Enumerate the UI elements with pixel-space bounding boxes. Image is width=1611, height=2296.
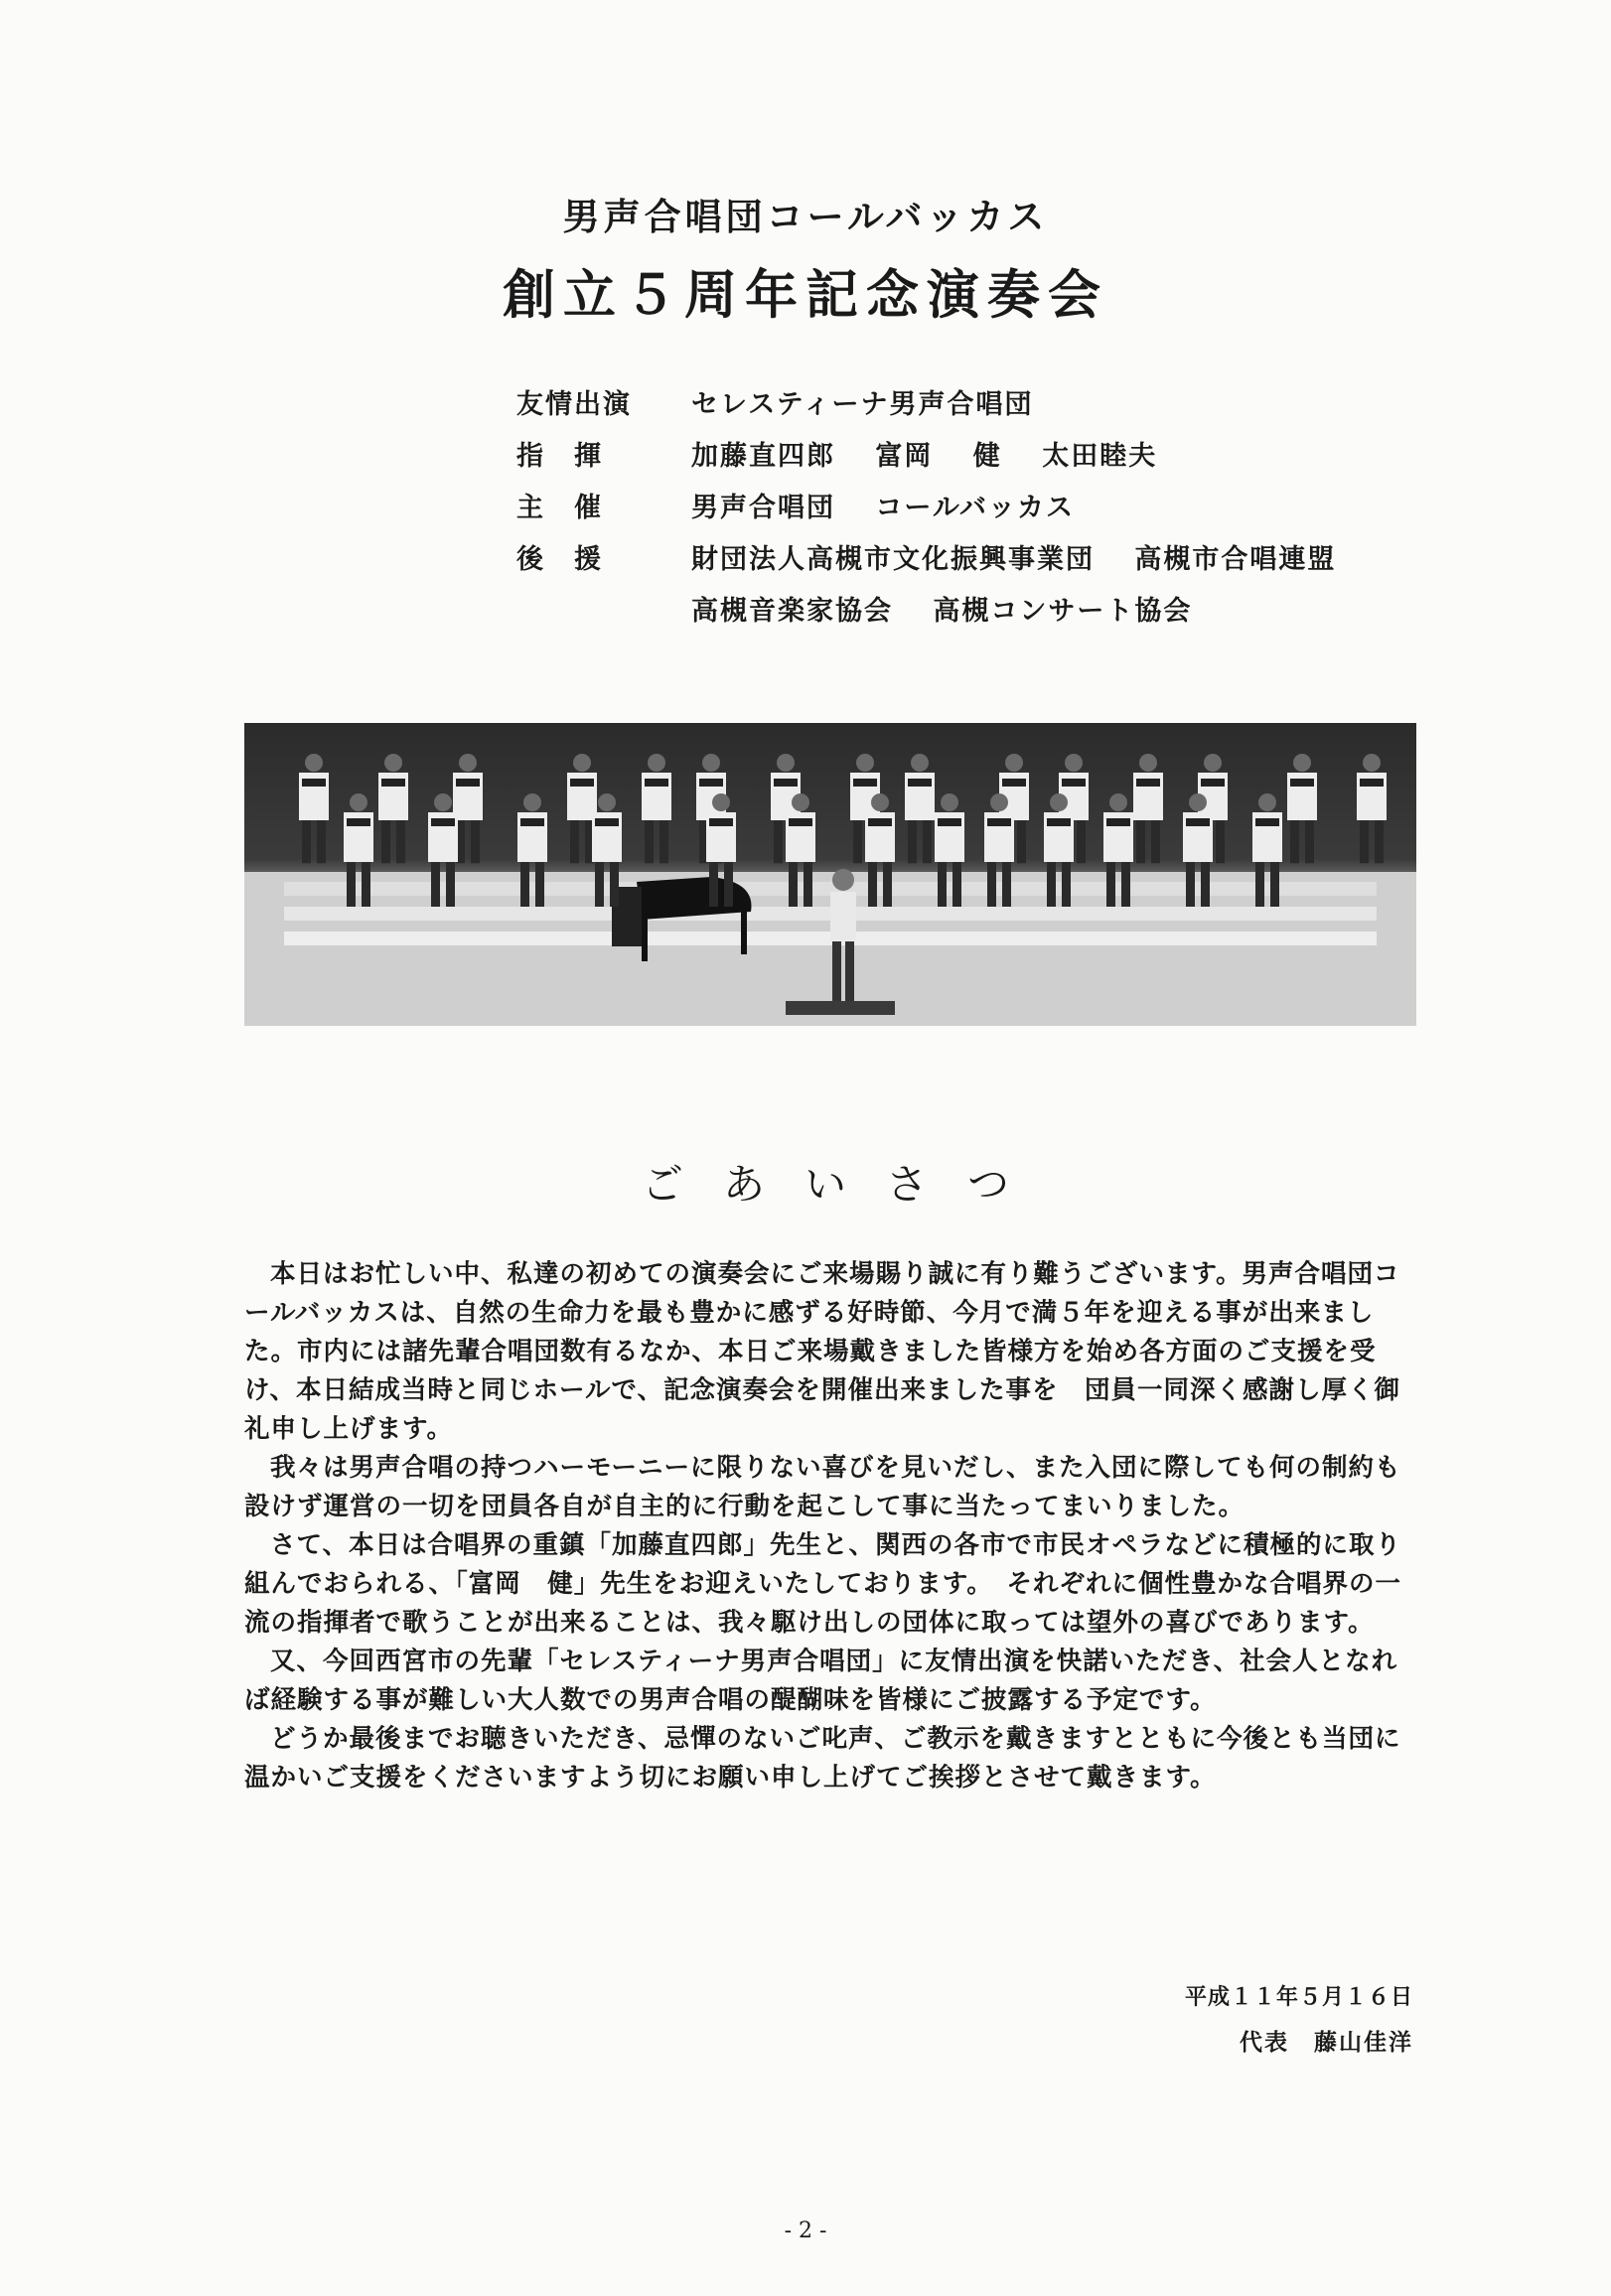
credit-value: 男声合唱団 コールバッカス xyxy=(691,492,1075,523)
credit-row-sponsor xyxy=(516,530,1510,582)
credit-label: 指 揮 xyxy=(516,440,603,472)
credit-row-sponsor-cont xyxy=(516,582,1510,634)
singer-figure xyxy=(905,754,935,863)
choir-photo-image xyxy=(244,723,1416,1026)
credit-label: 主 催 xyxy=(516,492,603,523)
greeting-signature: 代表 藤山佳洋 xyxy=(1240,2030,1413,2056)
choir-photo xyxy=(244,723,1416,1026)
greeting-paragraph: 我々は男声合唱の持つハーモーニーに限りない喜びを見いだし、また入団に際しても何の制約も設けず運営の一切を団員各自が自主的に行動を起こして事に当たってまいりました。 xyxy=(244,1453,1401,1521)
greeting-title: ごあいさつ xyxy=(641,1160,1049,1209)
credit-value: 高槻音楽家協会 高槻コンサート協会 xyxy=(691,595,1193,627)
credit-value: 財団法人高槻市文化振興事業団 高槻市合唱連盟 xyxy=(691,543,1337,575)
choir-name: 男声合唱団コールバッカス xyxy=(562,196,1049,238)
greeting-paragraph: さて、本日は合唱界の重鎮「加藤直四郎」先生と、関西の各市で市民オペラなどに積極的に取り組んでおられる、「富岡 健」先生をお迎えいたしております。 それぞれに個性豊かな合唱界の一流の指揮者で歌うことが出来ることは、我々駆け出しの団体に取っては望外の喜びであります。 xyxy=(244,1530,1401,1638)
singer-figure xyxy=(1287,754,1317,863)
singer-figure xyxy=(642,754,671,863)
credits-list xyxy=(516,375,1510,634)
greeting-paragraph: 本日はお忙しい中、私達の初めての演奏会にご来場賜り誠に有り難うございます。男声合唱団コールバッカスは、自然の生命力を最も豊かに感ずる好時節、今月で満５年を迎える事が出来ました。市内には諸先輩合唱団数有るなか、本日ご来場戴きました皆様方を始め各方面のご支援を受け、本日結成当時と同じホールで、記念演奏会を開催出来ました事を 団員一同深く感謝し厚く御礼申し上げます。 xyxy=(244,1259,1400,1444)
credit-label: 友情出演 xyxy=(516,388,632,420)
concert-title: 創立５周年記念演奏会 xyxy=(503,265,1108,326)
page-number: - 2 - xyxy=(784,2219,827,2243)
credit-label: 後 援 xyxy=(516,543,603,575)
greeting-paragraph: 又、今回西宮市の先輩「セレスティーナ男声合唱団」に友情出演を快諾いただき、社会人となれば経験する事が難しい大人数での男声合唱の醍醐味を皆様にご披露する予定です。 xyxy=(244,1647,1398,1715)
singer-figure xyxy=(1133,754,1163,863)
credit-row-organizer xyxy=(516,479,1510,530)
greeting-paragraph: どうか最後までお聴きいただき、忌憚のないご叱声、ご教示を戴きますとともに今後とも当団に温かいご支援をくださいますよう切にお願い申し上げてご挨拶とさせて戴きます。 xyxy=(244,1724,1401,1793)
singer-figure xyxy=(299,754,329,863)
greeting-date: 平成１１年５月１６日 xyxy=(1184,1985,1413,2010)
credit-row-guest xyxy=(516,375,1510,427)
singer-figure xyxy=(378,754,408,863)
greeting-body xyxy=(244,1255,1416,1797)
singer-figure xyxy=(1357,754,1387,863)
credit-value: 加藤直四郎 富岡 健 太田睦夫 xyxy=(691,440,1158,472)
credit-value: セレスティーナ男声合唱団 xyxy=(691,388,1034,420)
credit-row-conductor xyxy=(516,427,1510,479)
